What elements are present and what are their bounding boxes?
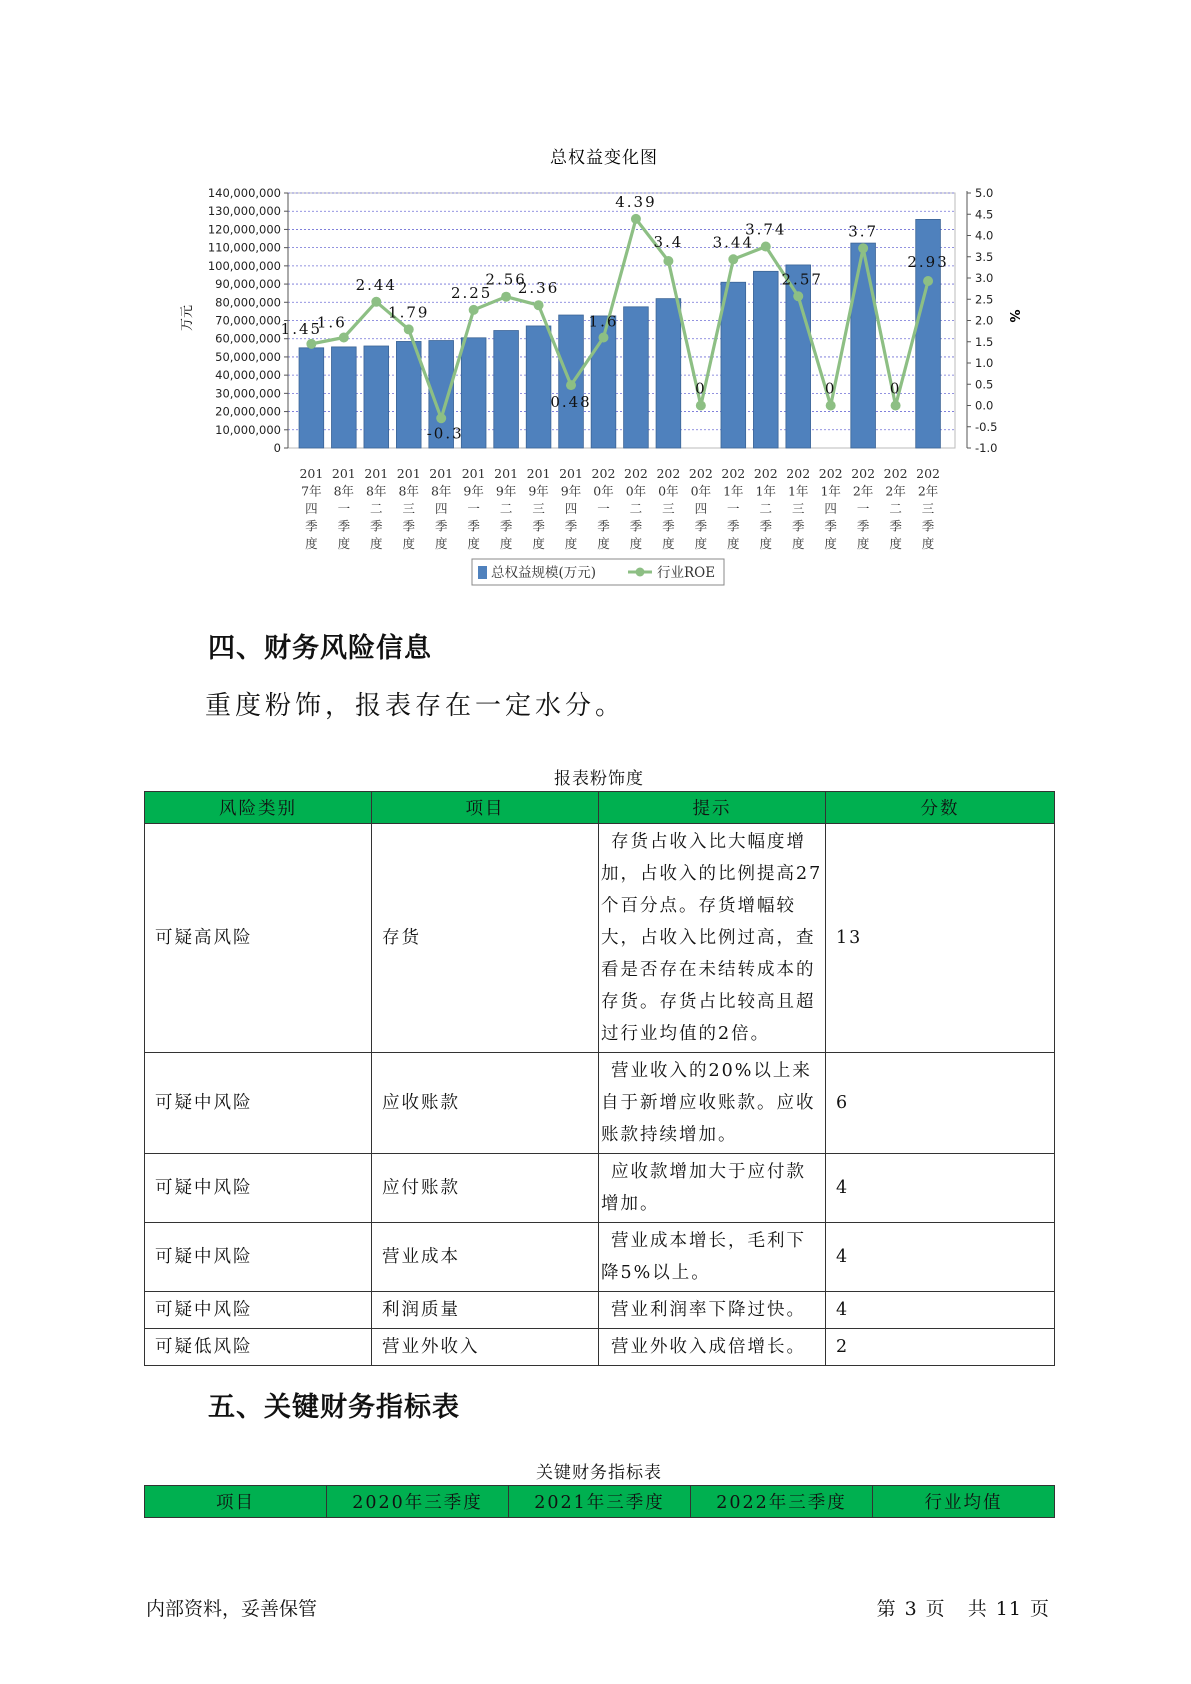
- category-label: 季: [337, 518, 351, 534]
- category-label: 202: [591, 466, 616, 481]
- category-label: 季: [402, 518, 415, 534]
- right-tick-label: 2.5: [975, 292, 994, 307]
- category-label: 度: [564, 536, 578, 551]
- category-label: 度: [824, 536, 837, 551]
- category-label: 度: [532, 536, 545, 551]
- category-label: 1年: [820, 483, 841, 499]
- risk-table-row: [145, 1223, 1055, 1292]
- left-tick-label: 40,000,000: [215, 368, 281, 383]
- category-label: 度: [467, 536, 480, 551]
- equity-bar: [494, 331, 519, 448]
- right-tick-label: -1.0: [975, 441, 998, 455]
- category-label: 1年: [788, 483, 809, 499]
- category-label: 季: [662, 518, 675, 534]
- category-label: 9年: [463, 483, 484, 499]
- left-tick-label: 50,000,000: [215, 349, 281, 364]
- category-label: 201: [494, 466, 519, 481]
- legend-bar-swatch: [478, 566, 487, 579]
- roe-data-label: 0: [824, 379, 837, 398]
- risk-item-cell: 利润质量: [372, 1292, 599, 1329]
- header-item: 项目: [372, 792, 599, 824]
- risk-item-cell: 营业成本: [372, 1223, 599, 1292]
- risk-category-cell: 可疑中风险: [145, 1223, 372, 1292]
- roe-point: [793, 291, 803, 301]
- left-tick-label: 60,000,000: [215, 331, 281, 346]
- risk-table-header-row: [145, 792, 1055, 824]
- roe-point: [923, 276, 933, 286]
- page-total: 11: [995, 1598, 1022, 1620]
- category-label: 7年: [301, 483, 322, 499]
- category-label: 四: [564, 501, 578, 516]
- category-label: 季: [305, 518, 318, 534]
- category-label: 9年: [528, 483, 549, 499]
- header-hint: 提示: [599, 792, 826, 824]
- category-label: 度: [370, 536, 383, 551]
- category-label: 季: [564, 518, 578, 534]
- category-label: 三: [921, 501, 935, 516]
- roe-point: [436, 413, 446, 423]
- page-prefix: 第: [876, 1598, 897, 1620]
- category-label: 度: [629, 536, 643, 551]
- section5-heading: 五、关键财务指标表: [208, 1392, 460, 1423]
- equity-bar: [753, 271, 778, 448]
- roe-point: [339, 333, 349, 343]
- roe-data-label: 1.6: [316, 313, 347, 332]
- roe-data-label: 3.4: [653, 233, 684, 251]
- category-label: 度: [889, 536, 902, 551]
- category-label: 度: [727, 536, 740, 551]
- legend-line-label: 行业ROE: [657, 565, 716, 581]
- roe-data-label: 3.7: [848, 222, 879, 241]
- category-label: 202: [753, 466, 778, 481]
- risk-item-cell: 存货: [372, 824, 599, 1053]
- roe-point: [891, 401, 901, 411]
- left-tick-label: 10,000,000: [215, 422, 281, 437]
- roe-point: [534, 300, 544, 310]
- category-label: 1年: [755, 483, 776, 499]
- roe-data-label: 2.25: [450, 283, 493, 302]
- risk-table-row: [145, 1292, 1055, 1329]
- category-label: 202: [916, 466, 940, 481]
- equity-bar: [331, 347, 356, 448]
- left-tick-label: 70,000,000: [215, 313, 281, 328]
- risk-score-cell: 4: [826, 1292, 1055, 1329]
- category-label: 一: [467, 501, 480, 516]
- roe-point: [469, 305, 479, 315]
- category-label: 季: [824, 518, 837, 534]
- right-tick-label: 5.0: [975, 186, 994, 200]
- left-tick-label: 120,000,000: [207, 222, 281, 237]
- category-label: 202: [688, 466, 713, 481]
- page-unit: 页: [925, 1598, 946, 1620]
- roe-data-label: 1.6: [588, 312, 619, 331]
- equity-bar: [721, 282, 746, 448]
- category-label: 度: [694, 536, 708, 551]
- equity-bar: [624, 307, 649, 448]
- category-label: 8年: [366, 483, 387, 499]
- category-label: 度: [759, 536, 773, 551]
- total-equity-chart: [0, 0, 1191, 600]
- risk-table-row: [145, 824, 1055, 1053]
- left-tick-label: 100,000,000: [207, 258, 281, 273]
- risk-score-cell: 13: [826, 824, 1055, 1053]
- risk-category-cell: 可疑中风险: [145, 1053, 372, 1154]
- risk-hint-cell: 营业外收入成倍增长。: [599, 1329, 826, 1366]
- roe-point: [696, 401, 706, 411]
- roe-point: [858, 243, 868, 253]
- right-tick-label: 1.0: [975, 356, 994, 370]
- category-label: 季: [434, 518, 448, 534]
- category-label: 0年: [593, 483, 614, 499]
- category-label: 季: [921, 518, 935, 534]
- roe-point: [728, 254, 738, 264]
- category-label: 2年: [852, 483, 874, 499]
- category-label: 季: [532, 518, 545, 534]
- category-label: 2年: [885, 483, 906, 499]
- category-label: 一: [727, 501, 740, 516]
- left-tick-label: 110,000,000: [207, 240, 281, 255]
- category-label: 201: [461, 466, 486, 481]
- category-label: 季: [727, 518, 740, 534]
- equity-bar: [526, 326, 551, 448]
- category-label: 度: [402, 536, 415, 551]
- category-label: 度: [337, 536, 351, 551]
- right-tick-label: 3.5: [975, 249, 994, 264]
- equity-bar: [851, 243, 876, 448]
- category-label: 201: [331, 466, 356, 481]
- category-label: 9年: [560, 483, 582, 499]
- category-label: 季: [370, 518, 383, 534]
- equity-bar: [656, 299, 681, 448]
- roe-point: [598, 333, 608, 343]
- category-label: 度: [791, 536, 805, 551]
- category-label: 四: [305, 501, 318, 516]
- category-label: 度: [499, 536, 513, 551]
- category-label: 季: [856, 518, 870, 534]
- header-2020q3: 2020年三季度: [327, 1486, 509, 1518]
- roe-data-label: 3.44: [712, 233, 755, 252]
- roe-data-label: 2.44: [355, 275, 397, 294]
- roe-data-label: 2.57: [781, 270, 823, 289]
- equity-bar: [364, 346, 389, 448]
- category-label: 季: [694, 518, 708, 534]
- category-label: 0年: [690, 483, 712, 499]
- category-label: 202: [851, 466, 876, 481]
- header-industry-average: 行业均值: [873, 1486, 1055, 1518]
- risk-table-row: [145, 1053, 1055, 1154]
- roe-point: [306, 339, 316, 349]
- category-label: 201: [526, 466, 551, 481]
- roe-point: [663, 256, 673, 266]
- category-label: 度: [662, 536, 675, 551]
- right-tick-label: 4.0: [975, 228, 994, 243]
- roe-point: [404, 324, 414, 334]
- footer-confidential-note: 内部资料，妥善保管: [146, 1598, 318, 1620]
- y-left-axis-label: 万元: [180, 304, 195, 332]
- roe-point: [566, 380, 576, 390]
- equity-bar: [299, 348, 324, 448]
- category-label: 9年: [495, 483, 517, 499]
- roe-data-label: 4.39: [615, 192, 657, 211]
- header-2022q3: 2022年三季度: [691, 1486, 873, 1518]
- roe-point: [501, 292, 511, 302]
- right-tick-label: 0.0: [975, 398, 994, 413]
- category-label: 四: [694, 501, 708, 516]
- y-right-axis-label: %: [1006, 309, 1021, 323]
- risk-category-cell: 可疑低风险: [145, 1329, 372, 1366]
- key-indicator-header-row: [145, 1486, 1055, 1518]
- key-indicator-table: [144, 1485, 1055, 1518]
- category-label: 二: [499, 501, 513, 516]
- right-tick-label: 0.5: [975, 377, 994, 392]
- risk-category-cell: 可疑高风险: [145, 824, 372, 1053]
- category-label: 度: [597, 536, 610, 551]
- page-current: 3: [904, 1598, 918, 1620]
- category-label: 三: [791, 501, 805, 516]
- category-label: 四: [434, 501, 448, 516]
- category-label: 三: [532, 501, 545, 516]
- category-label: 一: [856, 501, 870, 516]
- risk-table-title: 报表粉饰度: [554, 769, 644, 789]
- risk-table-row: [145, 1154, 1055, 1223]
- risk-hint-cell: 存货占收入比大幅度增加，占收入的比例提高27个百分点。存货增幅较大，占收入比例过高，查看是否存在未结转成本的存货。存货占比较高且超过行业均值的2倍。: [599, 824, 826, 1053]
- left-tick-label: 80,000,000: [215, 295, 281, 310]
- category-label: 季: [759, 518, 773, 534]
- risk-score-cell: 6: [826, 1053, 1055, 1154]
- category-label: 二: [759, 501, 773, 516]
- header-item: 项目: [145, 1486, 327, 1518]
- footer-page-number: [873, 1594, 1054, 1621]
- category-label: 202: [624, 466, 648, 481]
- left-tick-label: 20,000,000: [215, 404, 281, 419]
- left-tick-label: 140,000,000: [207, 186, 281, 200]
- left-tick-label: 0: [273, 441, 281, 455]
- category-label: 201: [299, 466, 324, 481]
- category-label: 202: [721, 466, 746, 481]
- roe-data-label: 0.48: [550, 393, 592, 412]
- risk-hint-cell: 应收款增加大于应付款增加。: [599, 1154, 826, 1223]
- category-label: 季: [889, 518, 902, 534]
- category-label: 度: [305, 536, 318, 551]
- roe-data-label: 0: [889, 379, 902, 398]
- category-label: 2年: [917, 483, 939, 499]
- right-tick-label: 1.5: [975, 334, 994, 349]
- category-label: 0年: [658, 483, 679, 499]
- right-tick-label: -0.5: [975, 419, 998, 434]
- category-label: 四: [824, 501, 837, 516]
- category-label: 季: [791, 518, 805, 534]
- risk-score-cell: 4: [826, 1223, 1055, 1292]
- category-label: 三: [662, 501, 675, 516]
- risk-category-cell: 可疑中风险: [145, 1292, 372, 1329]
- category-label: 201: [559, 466, 583, 481]
- category-label: 二: [370, 501, 383, 516]
- category-label: 一: [337, 501, 351, 516]
- category-label: 季: [499, 518, 513, 534]
- category-label: 202: [883, 466, 908, 481]
- roe-data-label: -0.3: [426, 424, 464, 443]
- section4-heading: 四、财务风险信息: [208, 633, 432, 664]
- category-label: 201: [429, 466, 454, 481]
- risk-item-cell: 营业外收入: [372, 1329, 599, 1366]
- page-total-unit: 页: [1029, 1598, 1050, 1620]
- right-tick-label: 4.5: [975, 207, 994, 222]
- right-tick-label: 3.0: [975, 271, 994, 285]
- category-label: 201: [396, 466, 421, 481]
- category-label: 二: [889, 501, 902, 516]
- header-score: 分数: [826, 792, 1055, 824]
- roe-data-label: 1.45: [280, 319, 323, 338]
- risk-table: [144, 791, 1055, 1366]
- risk-hint-cell: 营业利润率下降过快。: [599, 1292, 826, 1329]
- risk-hint-cell: 营业收入的20%以上来自于新增应收账款。应收账款持续增加。: [599, 1053, 826, 1154]
- roe-point: [631, 214, 641, 224]
- chart-svg: [0, 0, 1191, 600]
- roe-data-label: 2.93: [907, 252, 949, 271]
- header-2021q3: 2021年三季度: [509, 1486, 691, 1518]
- category-label: 8年: [430, 483, 452, 499]
- category-label: 202: [656, 466, 681, 481]
- category-label: 202: [818, 466, 843, 481]
- key-indicator-table-title: 关键财务指标表: [536, 1463, 662, 1483]
- category-label: 一: [597, 501, 610, 516]
- category-label: 季: [467, 518, 480, 534]
- equity-bar: [461, 338, 486, 448]
- header-risk-category: 风险类别: [145, 792, 372, 824]
- category-label: 201: [364, 466, 389, 481]
- roe-data-label: 2.56: [485, 270, 527, 289]
- category-label: 三: [402, 501, 415, 516]
- left-tick-label: 130,000,000: [207, 204, 281, 219]
- category-label: 季: [629, 518, 643, 534]
- category-label: 8年: [333, 483, 355, 499]
- roe-data-label: 0: [695, 379, 707, 398]
- left-tick-label: 90,000,000: [215, 277, 281, 292]
- category-label: 二: [629, 501, 643, 516]
- left-tick-label: 30,000,000: [215, 386, 281, 401]
- legend-bar-label: 总权益规模(万元): [491, 565, 597, 581]
- risk-category-cell: 可疑中风险: [145, 1154, 372, 1223]
- category-label: 度: [921, 536, 935, 551]
- roe-point: [371, 297, 381, 307]
- roe-data-label: 2.36: [517, 279, 560, 298]
- risk-item-cell: 应付账款: [372, 1154, 599, 1223]
- roe-point: [826, 401, 836, 411]
- right-tick-label: 2.0: [975, 313, 994, 328]
- risk-table-row: [145, 1329, 1055, 1366]
- chart-title: 总权益变化图: [550, 148, 658, 168]
- category-label: 季: [597, 518, 610, 534]
- risk-item-cell: 应收账款: [372, 1053, 599, 1154]
- roe-data-label: 3.74: [745, 220, 787, 239]
- category-label: 0年: [625, 483, 647, 499]
- category-label: 202: [786, 466, 811, 481]
- roe-data-label: 1.79: [388, 303, 430, 322]
- risk-hint-cell: 营业成本增长，毛利下降5%以上。: [599, 1223, 826, 1292]
- category-label: 度: [434, 536, 448, 551]
- category-label: 1年: [723, 483, 744, 499]
- section4-paragraph: 重度粉饰，报表存在一定水分。: [205, 691, 626, 721]
- risk-score-cell: 4: [826, 1154, 1055, 1223]
- page-total-prefix: 共: [967, 1598, 988, 1620]
- roe-point: [761, 242, 771, 252]
- category-label: 度: [856, 536, 870, 551]
- legend-line-marker: [636, 568, 645, 577]
- category-label: 8年: [398, 483, 419, 499]
- risk-score-cell: 2: [826, 1329, 1055, 1366]
